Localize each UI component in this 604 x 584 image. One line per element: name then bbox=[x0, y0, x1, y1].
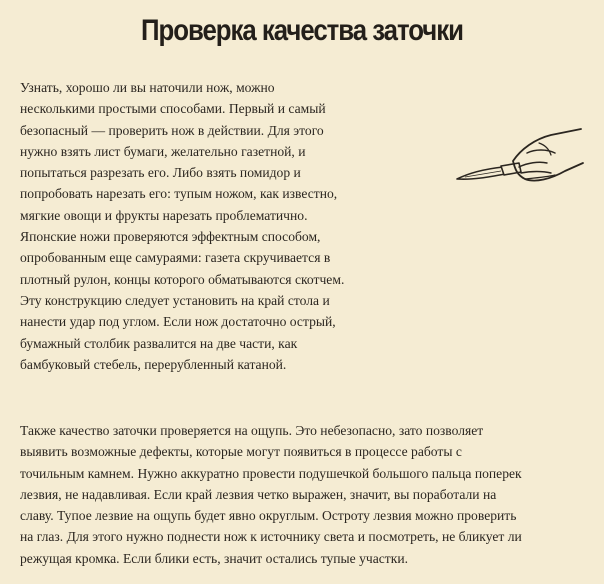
paragraph-2-line: на глаз. Для этого нужно поднести нож к источнику света и посмотреть, не бликует ли bbox=[20, 529, 522, 545]
paragraph-1-line: Эту конструкцию следует установить на край стола и bbox=[20, 292, 330, 308]
paragraph-1-line: попробовать нарезать его: тупым ножом, как известно, bbox=[20, 186, 338, 202]
paragraph-1-line: мягкие овощи и фрукты нарезать проблематично. bbox=[20, 207, 308, 223]
paragraph-1-line: бумажный столбик развалится на две части, как bbox=[20, 335, 298, 351]
paragraph-2 bbox=[20, 420, 600, 569]
paragraph-2-line: славу. Тупое лезвие на ощупь будет явно округлым. Остроту лезвия можно проверить bbox=[20, 508, 517, 524]
paragraph-2-line: режущая кромка. Если блики есть, значит остались тупые участки. bbox=[20, 550, 409, 566]
article-title: Проверка качества заточки bbox=[141, 14, 463, 47]
paragraph-2-line: Также качество заточки проверяется на ощупь. Это небезопасно, зато позволяет bbox=[20, 423, 484, 438]
hand-holding-knife-icon bbox=[455, 123, 585, 193]
paragraph-2-line: точильным камнем. Нужно аккуратно провести подушечкой большого пальца поперек bbox=[20, 465, 522, 481]
paragraph-1-line: несколькими простыми способами. Первый и самый bbox=[20, 101, 326, 117]
paragraph-1-line: безопасный — проверить нож в действии. Для этого bbox=[20, 122, 324, 138]
paragraph-2-line: выявить возможные дефекты, которые могут появиться в процессе работы с bbox=[20, 444, 462, 460]
paragraph-1-line: плотный рулон, концы которого обматываются скотчем. bbox=[20, 271, 345, 287]
paragraph-2-line: лезвия, не надавливая. Если край лезвия четко выражен, значит, вы поработали на bbox=[20, 486, 497, 502]
paragraph-1-line: нанести удар под углом. Если нож достаточно острый, bbox=[20, 314, 336, 330]
paragraph-1-line: опробованным еще самураями: газета скручивается в bbox=[20, 250, 331, 266]
paragraph-1 bbox=[20, 77, 410, 375]
paragraph-1-line: нужно взять лист бумаги, желательно газетной, и bbox=[20, 143, 306, 159]
paragraph-1-line: попытаться разрезать его. Либо взять помидор и bbox=[20, 165, 301, 181]
paragraph-1-line: бамбуковый стебель, перерубленный катаной. bbox=[20, 356, 287, 372]
paragraph-1-line: Узнать, хорошо ли вы наточили нож, можно bbox=[20, 80, 275, 95]
paragraph-1-line: Японские ножи проверяются эффектным способом, bbox=[20, 229, 321, 245]
